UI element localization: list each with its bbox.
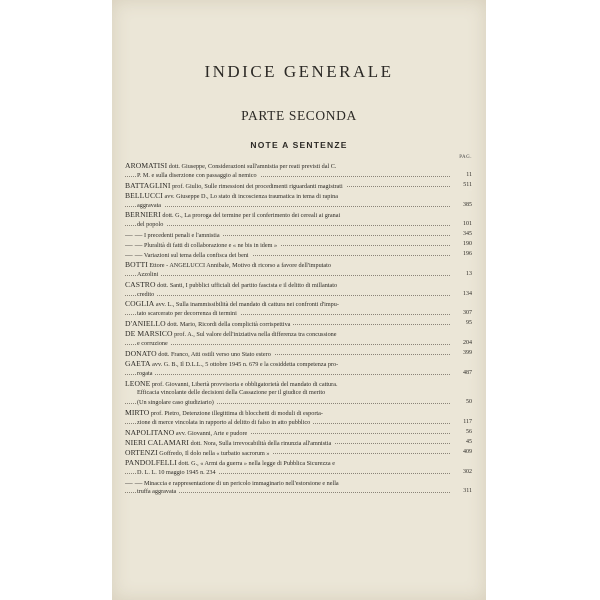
entry-line [125,230,472,240]
entry-text: dott. G., « Armi da guerra » nella legge di Pubblica Sicurezza e [178,459,335,467]
entry-line [125,428,472,438]
entry-line [125,487,472,497]
entry-text: e corruzione [137,340,168,348]
entry-text: aggravata [137,201,162,209]
index-entries [125,161,472,497]
dot-leader [125,295,450,296]
author-name: D'ANIELLO [125,319,166,329]
author-name: NIERI CALAMARI [125,437,190,447]
author-name: — — [125,240,143,250]
entry-line [125,478,472,488]
author-name: MIRTO [125,408,150,418]
author-name: NAPOLITANO [125,428,175,438]
page-number: 385 [452,201,472,211]
entry-line [125,270,472,280]
entry-line [125,408,472,418]
page-number: 409 [452,448,472,458]
entry-line [125,339,472,349]
page-number: 56 [452,428,472,438]
author-name: CASTRO [125,279,156,289]
entry-line [125,398,472,408]
entry-line [125,379,472,389]
dot-leader [125,206,450,207]
entry-line [125,290,472,300]
index-entry [125,161,472,181]
author-name: DONATO [125,348,157,358]
entry-text: del popolo [137,221,164,229]
page-number: 399 [452,349,472,359]
entry-text: truffa aggravata [137,488,177,496]
entry-line [125,210,472,220]
index-entry [125,260,472,280]
index-entry [125,210,472,230]
page-number: 101 [452,220,472,230]
entry-text: Azzolini [137,270,159,278]
entry-text: Minaccia e rappresentazione di un pericolo immaginario nell'estorsione e nella [143,479,339,487]
index-entry [125,408,472,428]
page-number: 11 [452,171,472,181]
entry-text: prof. Giulio, Sulle rimessioni dei procedimenti riguardanti magistrati [172,182,343,190]
section-heading: NOTE A SENTENZE [250,140,348,150]
author-name: ORTENZI [125,447,158,457]
entry-text: dott. G., La proroga del termine per il conferimento dei cereali ai granai [162,212,341,220]
page-number: 204 [452,339,472,349]
entry-line [125,260,472,270]
author-name: — — [125,250,143,260]
entry-text: avv. L., Sulla inammissibilità del mandato di cattura nei confronti d'impu- [155,301,339,309]
index-entry [125,448,472,458]
entry-line [125,468,472,478]
entry-text: dott. Giuseppe, Considerazioni sull'amnistia per reati previsti dal C. [168,163,337,170]
entry-line [125,388,472,398]
page-number: 190 [452,240,472,250]
page-number: 117 [452,418,472,428]
entry-line [125,171,472,181]
author-name: AROMATISI [125,161,168,170]
entry-text: avv. G. B., Il D.L.L., 5 ottobre 1945 n. 679 e la cosiddetta competenza pro- [152,360,339,368]
entry-line [125,181,472,191]
entry-text: Efficacia vincolante delle decisioni della Cassazione per il giudice di merito [137,389,326,397]
page-number: 487 [452,369,472,379]
index-entry [125,319,472,329]
entry-text: D. L. L. 10 maggio 1945 n. 234 [137,468,216,476]
entry-text: avv. Giuseppe D., Lo stato di incoscienza traumatica in tema di rapina [164,192,338,200]
author-name: BATTAGLINI [125,180,171,190]
entry-text: prof. Pietro, Detenzione illegittima di blocchetti di moduli di esporta- [150,410,323,418]
page-number: 302 [452,468,472,478]
page-number: 50 [452,398,472,408]
entry-text: prof. Giovanni, Libertà provvisoria e obbligatorietà del mandato di cattura. [151,380,338,388]
index-entry [125,438,472,448]
index-entry [125,458,472,478]
index-entry [125,359,472,379]
entry-text: rogata [137,369,153,377]
entry-line [125,280,472,290]
dot-leader [125,225,450,226]
entry-text: credito [137,290,155,298]
entry-text: tato scarcerato per decorrenza di termini [137,310,237,318]
author-name: BERNIERI [125,210,161,220]
entry-line [125,309,472,319]
author-name: COGLIA [125,299,155,309]
book-page [112,0,486,600]
entry-line [125,418,472,428]
entry-line [125,319,472,329]
entry-line [125,458,472,468]
page-column-label: PAG. [459,155,472,160]
entry-line [125,240,472,250]
entry-text: Ettore - ANGELUCCI Annibale, Motivo di ricorso a favore dell'imputato [149,261,331,269]
index-entry [125,250,472,260]
page-number: 13 [452,270,472,280]
index-entry [125,478,472,498]
entry-text: zione di merce vincolata in rapporto al delitto di falso in atto pubblico [137,419,311,427]
author-name: — — [125,477,143,487]
page-number: 95 [452,319,472,329]
index-entry [125,349,472,359]
entry-line [125,448,472,458]
entry-text: P. M. e sulla diserzione con passaggio al nemico [137,171,257,179]
page-number: 511 [452,181,472,191]
page-number: 307 [452,309,472,319]
dot-leader [125,344,450,345]
index-entry [125,181,472,191]
author-name: BELLUCCI [125,190,163,200]
index-entry [125,191,472,211]
index-entry [125,428,472,438]
entry-text: prof. A., Sul valore dell'iniziativa nella differenza tra concussione [174,331,337,339]
page-title: INDICE GENERALE [204,62,394,81]
entry-text: dott. Franco, Atti ostili verso uno Stato estero [158,350,271,358]
entry-text: dott. Nora, Sulla irrevocabilità della rinunzia all'amnistia [190,439,332,447]
entry-text: Variazioni sul tema della confisca dei beni [143,252,249,260]
entry-line [125,359,472,369]
entry-text: dott. Mario, Ricordi della complicità corrispettiva [167,321,291,329]
entry-line [125,191,472,201]
entry-text: dott. Santi, I pubblici ufficiali del partito fascista e il delitto di millantato [157,281,338,289]
dot-leader [125,275,450,276]
page-number: 311 [452,487,472,497]
entry-line [125,161,472,171]
index-entry [125,299,472,319]
entry-text: Pluralità di fatti di collaborazione e « ne bis in idem » [143,242,278,250]
index-entry [125,230,472,240]
entry-line [125,438,472,448]
entry-line [125,250,472,260]
index-entry [125,329,472,349]
dot-leader [125,374,450,375]
entry-line [125,329,472,339]
author-name: GAETA [125,358,151,368]
entry-text: (Un singolare caso giudiziario) [137,399,214,407]
entry-line [125,369,472,379]
entry-line [125,299,472,309]
page-number: 196 [452,250,472,260]
entry-text: I precedenti penali e l'amnistia [143,232,220,240]
author-name: — — [125,230,143,240]
author-name: DE MARSICO [125,329,173,339]
page-number: 345 [452,230,472,240]
entry-line [125,349,472,359]
part-heading: PARTE SECONDA [241,108,357,123]
index-entry [125,240,472,250]
page-number: 134 [452,290,472,300]
index-entry [125,280,472,300]
author-name: PANDOLFELLI [125,457,177,467]
entry-text: Goffredo, Il dolo nella « turbatio sacrorum » [159,449,270,457]
author-name: LEONE [125,378,151,388]
entry-text: avv. Giovanni, Arte e pudore [175,430,248,438]
entry-line [125,220,472,230]
entry-line [125,201,472,211]
index-entry [125,379,472,409]
page-number: 45 [452,438,472,448]
author-name: BOTTI [125,259,148,269]
